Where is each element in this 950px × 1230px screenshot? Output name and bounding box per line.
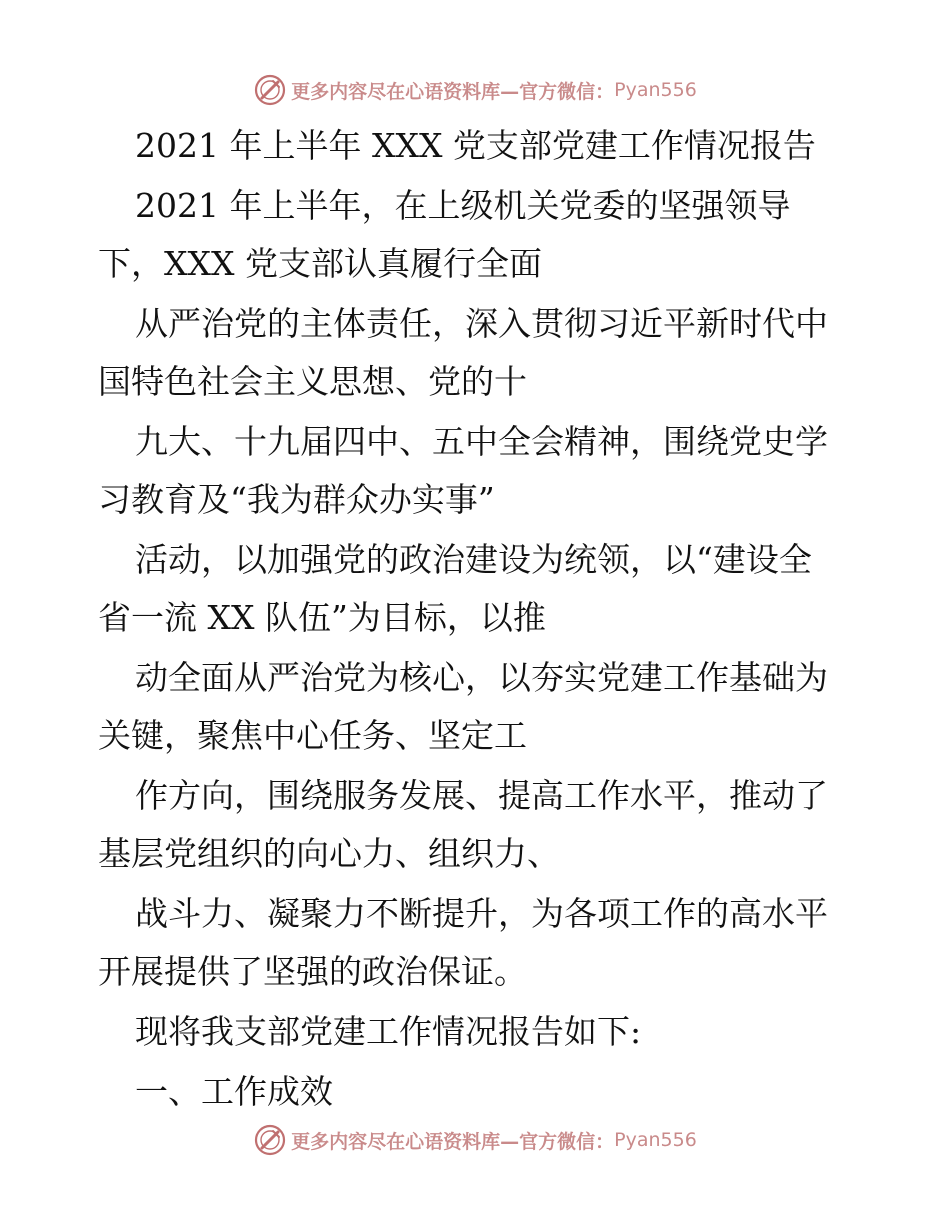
- header-watermark: [0, 70, 950, 110]
- body-line: 国特色社会主义思想、党的十: [98, 362, 527, 401]
- document-title: 2021 年上半年 XXX 党支部党建工作情况报告: [135, 126, 816, 165]
- body-line: 动全面从严治党为核心，以夯实党建工作基础为: [135, 658, 828, 697]
- body-line: 九大、十九届四中、五中全会精神，围绕党史学: [135, 422, 828, 461]
- footer-watermark: [0, 1120, 950, 1160]
- body-line: 习教育及“我为群众办实事”: [98, 480, 495, 519]
- body-line: 2021 年上半年，在上级机关党委的坚强领导: [135, 186, 791, 225]
- watermark-text: 更多内容尽在心语资料库—官方微信：: [291, 80, 615, 103]
- watermark-text: 更多内容尽在心语资料库—官方微信：: [291, 1130, 615, 1153]
- body-line: 关键，聚焦中心任务、坚定工: [98, 716, 527, 755]
- seal-logo-icon: [253, 73, 287, 107]
- body-line: 下，XXX 党支部认真履行全面: [98, 244, 542, 283]
- body-line: 省一流 XX 队伍”为目标，以推: [98, 598, 546, 637]
- watermark-account: Pyan556: [614, 1129, 697, 1151]
- body-line: 作方向，围绕服务发展、提高工作水平，推动了: [135, 776, 828, 815]
- seal-logo-icon: [253, 1123, 287, 1157]
- watermark-account: Pyan556: [614, 79, 697, 101]
- body-line: 活动，以加强党的政治建设为统领，以“建设全: [135, 540, 812, 579]
- body-line: 现将我支部党建工作情况报告如下:: [135, 1012, 642, 1051]
- body-line: 从严治党的主体责任，深入贯彻习近平新时代中: [135, 304, 828, 343]
- body-line: 战斗力、凝聚力不断提升，为各项工作的高水平: [135, 894, 828, 933]
- body-line: 开展提供了坚强的政治保证。: [98, 952, 527, 991]
- section-heading: 一、工作成效: [135, 1072, 333, 1111]
- body-line: 基层党组织的向心力、组织力、: [98, 834, 560, 873]
